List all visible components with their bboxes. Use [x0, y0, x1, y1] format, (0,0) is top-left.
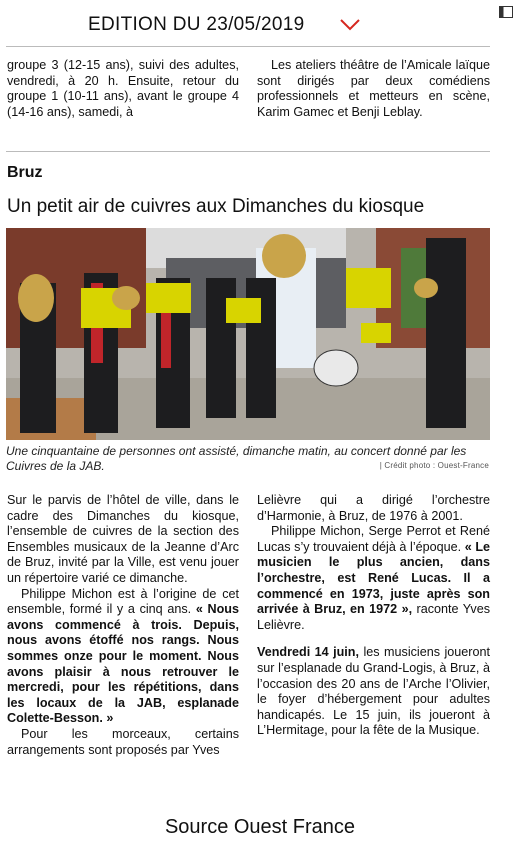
event-date: Vendredi 14 juin,: [257, 645, 359, 660]
right-paragraph-2-text: Philippe Michon, Serge Perrot et René Lucas s’y trouvaient déjà à l’époque.: [257, 524, 490, 554]
right-paragraph-2: [257, 524, 490, 633]
article-photo: [6, 228, 490, 440]
right-paragraph-3: [257, 645, 490, 739]
photo-credit: | Crédit photo : Ouest-France: [379, 461, 489, 470]
top-right-text: Les ateliers théâtre de l’Amicale laïque sont dirigés par deux comédiens professionnels et metteurs en scène, Karim Gamec et Benji Leblay.: [257, 58, 490, 119]
left-paragraph-1: Sur le parvis de l’hôtel de ville, dans le cadre des Dimanches du kiosque, l’ensemble de cuivres de la section des Ensembles musicaux de la Jeanne d’Arc de Bruz, invité par la Ville, est venu jouer un répertoire varié ce dimanche.: [7, 493, 239, 585]
top-left-text: groupe 3 (12-15 ans), suivi des adultes, vendredi, à 20 h. Ensuite, retour du groupe 1 (10-11 ans), avant le groupe 4 (14-16 ans), samedi, à: [7, 58, 239, 119]
top-right-column: [257, 58, 490, 120]
edition-header: [0, 0, 520, 48]
photo-caption: Une cinquantaine de personnes ont assisté, dimanche matin, au concert donné par les Cuivres de la JAB.: [6, 444, 467, 473]
left-paragraph-2: [7, 587, 239, 727]
top-left-column: [7, 58, 239, 120]
window-icon[interactable]: [499, 6, 513, 18]
article-right-column: [257, 493, 490, 739]
edition-title: EDITION DU 23/05/2019: [88, 14, 305, 35]
right-quote: « Le musicien le plus ancien, dans l’orchestre, est René Lucas. Il a commencé en 1973, juste après son arrivée à Bruz, en 1972 »,: [257, 539, 491, 617]
right-paragraph-3-text: les musiciens joueront sur l’esplanade du Grand-Logis, à Bruz, à l’occasion des 20 ans de l’Arche l’Olivier, le foyer d’hébergement pour adultes handicapés. Le 15 juin, ils joueront à L’Hermitage, pour la fête de la Musique.: [257, 645, 490, 738]
section-label: Bruz: [7, 164, 43, 181]
article-headline: Un petit air de cuivres aux Dimanches du kiosque: [7, 196, 425, 217]
brass-band-photo: [6, 228, 490, 440]
source-footer: Source Ouest France: [164, 816, 356, 838]
right-paragraph-1: Lelièvre qui a dirigé l’orchestre d’Harmonie, à Bruz, de 1976 à 2001.: [257, 493, 490, 523]
left-paragraph-2-text: Philippe Michon est à l’origine de cet ensemble, formé il y a cinq ans.: [7, 586, 239, 617]
left-quote: « Nous avons commencé à trois. Depuis, nous avons étoffé nos rangs. Nous sommes onze pour le moment. Nous avons plaisir à nous retrouver le mercredi, pour les répétitions, dans les locaux de la JAB, esplanade Colette-Besson. »: [7, 602, 240, 726]
article-divider: [6, 151, 490, 152]
left-paragraph-3: Pour les morceaux, certains arrangements sont proposés par Yves: [7, 726, 239, 757]
header-divider: [6, 46, 490, 47]
article-left-column: [7, 493, 239, 758]
right-paragraph-2-end: raconte Yves Lelièvre.: [257, 602, 490, 632]
chevron-down-icon[interactable]: [339, 18, 361, 32]
